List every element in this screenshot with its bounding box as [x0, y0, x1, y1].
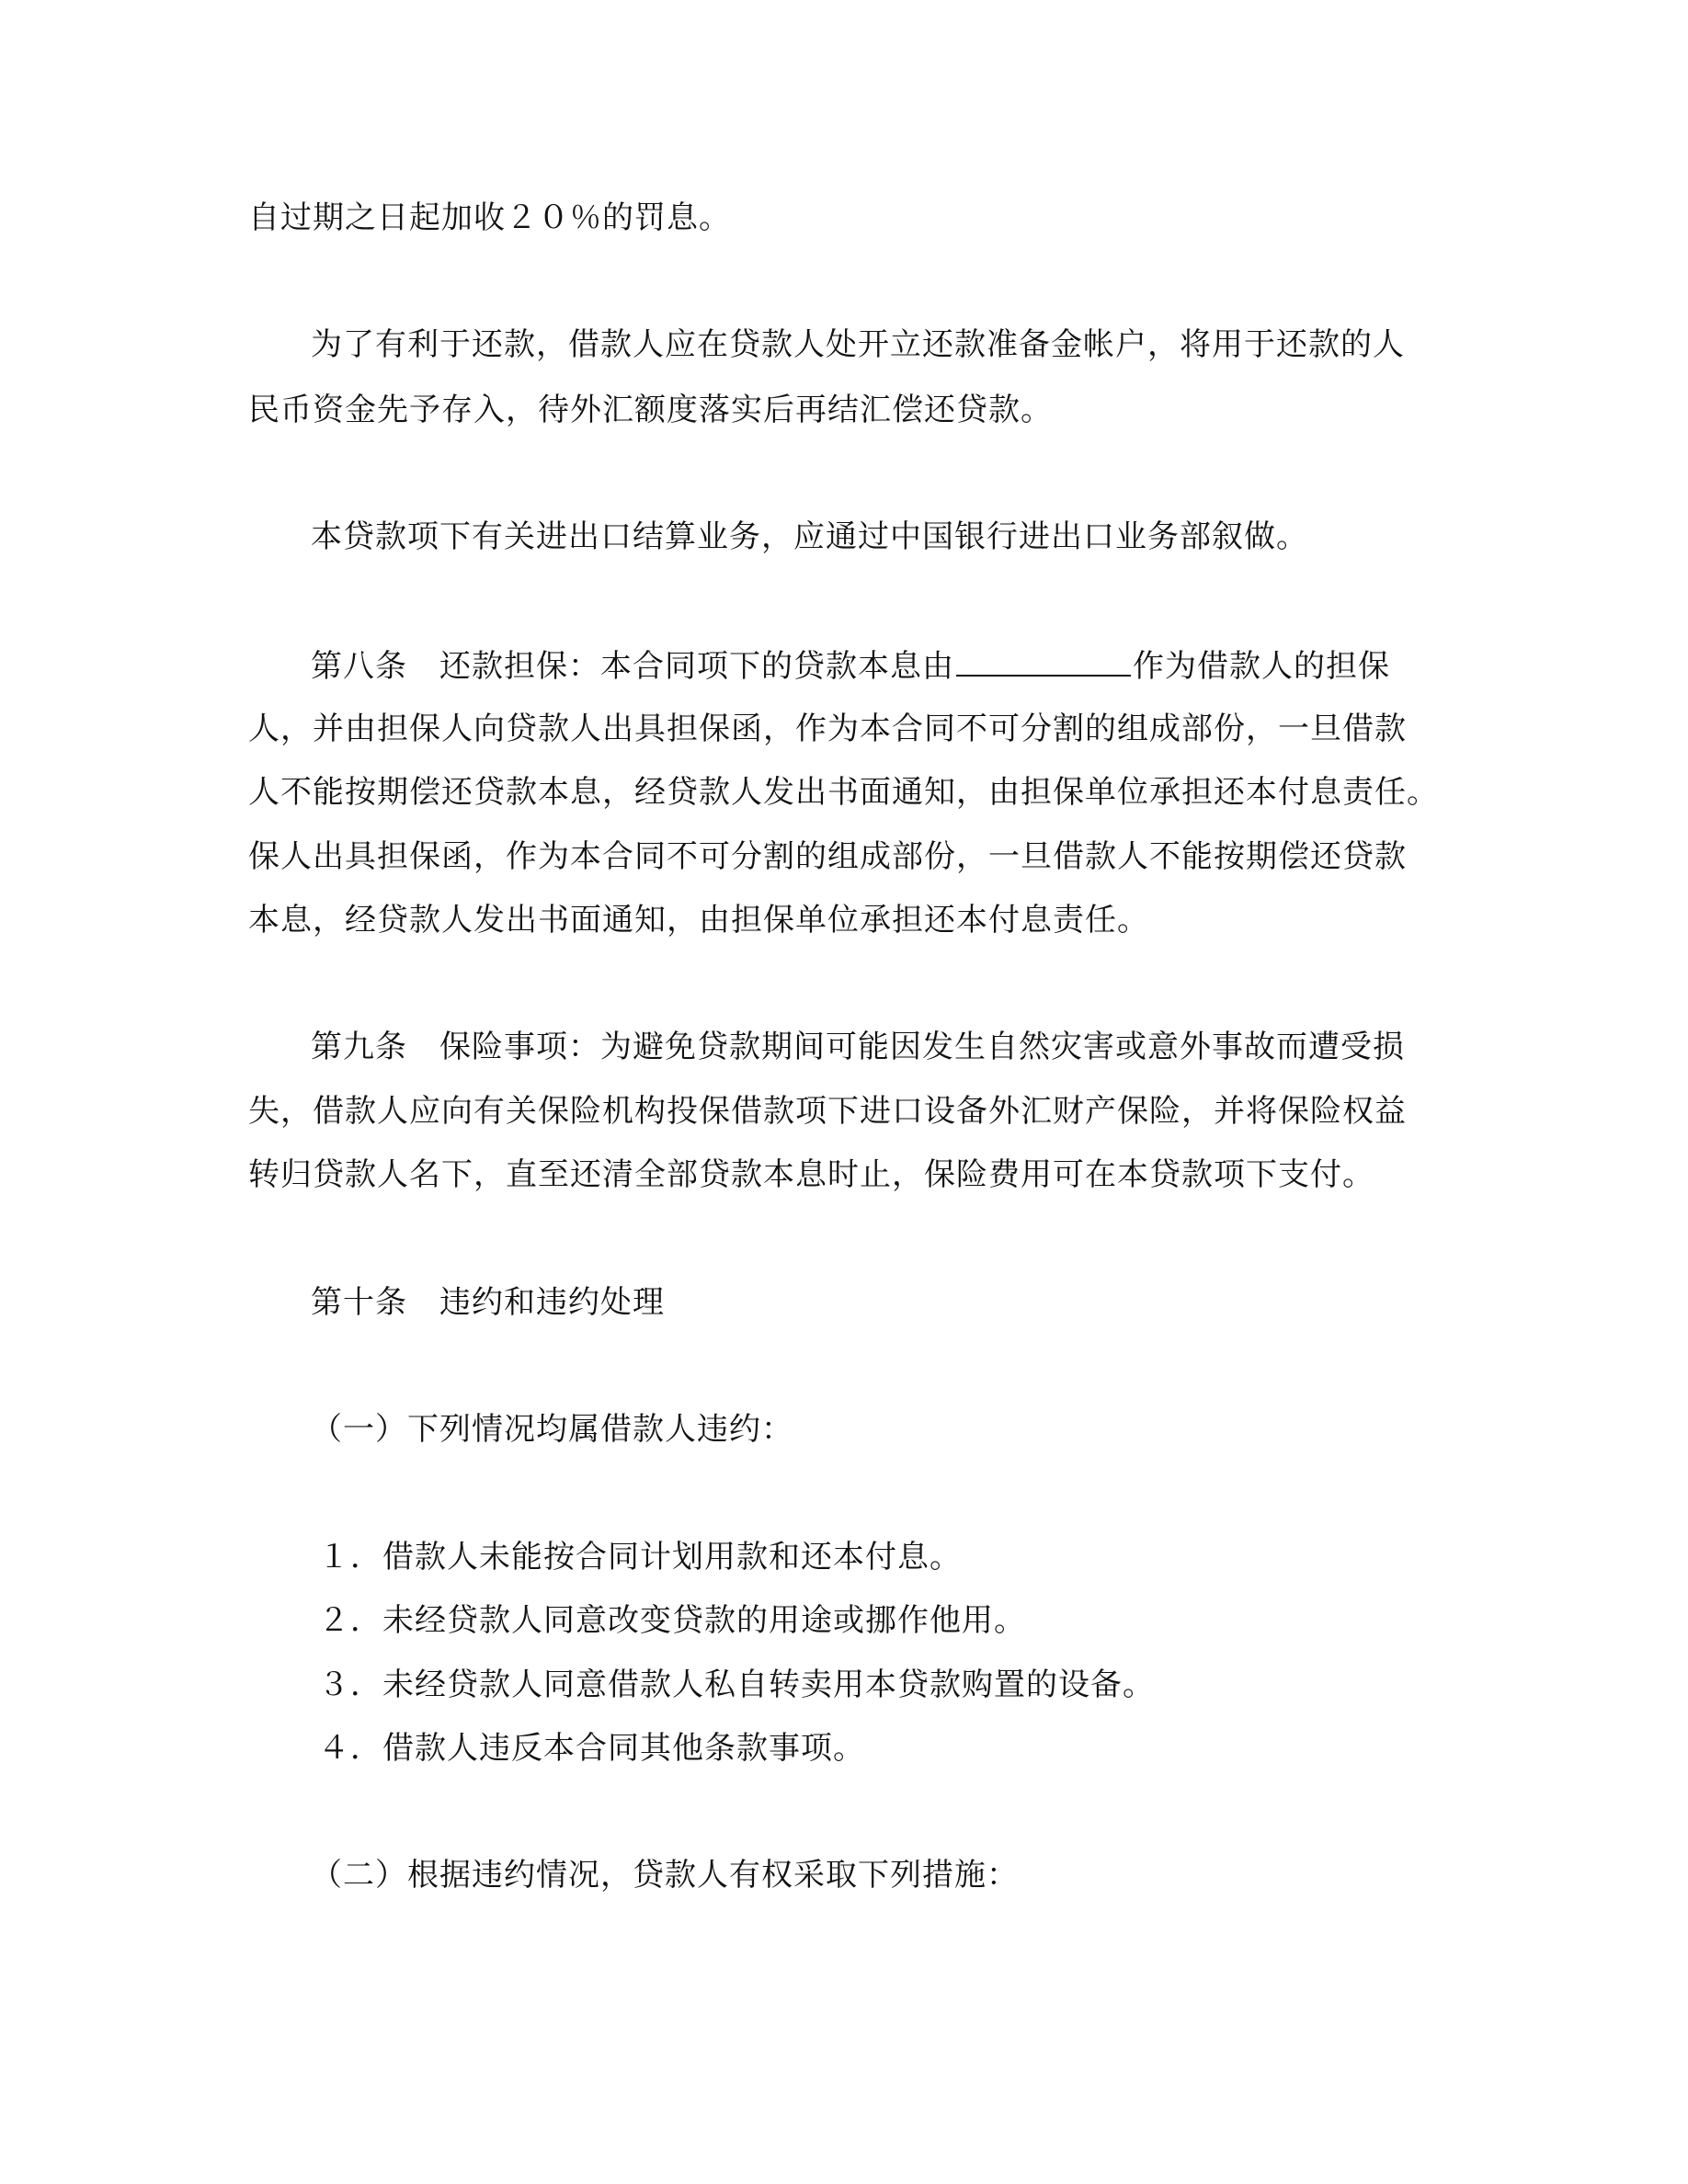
article-9-line-3: 转归贷款人名下，直至还清全部贷款本息时止，保险费用可在本贷款项下支付。	[248, 1156, 1374, 1193]
text-line: 保人出具担保函，作为本合同不可分割的组成部份，一旦借款人不能按期偿还贷款	[248, 838, 1407, 875]
list-item: ２．未经贷款人同意改变贷款的用途或挪作他用。	[318, 1602, 1026, 1639]
article-8-lead-text: 第八条 还款担保：本合同项下的贷款本息由	[311, 648, 954, 685]
paragraph-repayment-account-line-1: 为了有利于还款，借款人应在贷款人处开立还款准备金帐户，将用于还款的人	[311, 326, 1405, 363]
article-8-first-line	[311, 643, 1390, 688]
list-item: ４．借款人违反本合同其他条款事项。	[318, 1730, 865, 1767]
text-line: 人，并由担保人向贷款人出具担保函，作为本合同不可分割的组成部份，一旦借款	[248, 711, 1407, 747]
article-10-heading: 第十条 违约和违约处理	[311, 1284, 665, 1321]
list-item: ３．未经贷款人同意借款人私自转卖用本贷款购置的设备。	[318, 1666, 1155, 1703]
text-line: 自过期之日起加收２０％的罚息。	[248, 199, 731, 236]
list-item: １．借款人未能按合同计划用款和还本付息。	[318, 1539, 962, 1575]
paragraph-repayment-account-line-2: 民币资金先予存入，待外汇额度落实后再结汇偿还贷款。	[248, 392, 1053, 428]
article-9-line-2: 失，借款人应向有关保险机构投保借款项下进口设备外汇财产保险，并将保险权益	[248, 1093, 1407, 1130]
section-1-heading: （一）下列情况均属借款人违约：	[311, 1411, 793, 1448]
text-line: 本息，经贷款人发出书面通知，由担保单位承担还本付息责任。	[248, 902, 1149, 938]
text-line: 人不能按期偿还贷款本息，经贷款人发出书面通知，由担保单位承担还本付息责任。	[248, 774, 1439, 811]
guarantor-blank	[956, 643, 1131, 677]
section-2-heading: （二）根据违约情况，贷款人有权采取下列措施：	[311, 1857, 1019, 1894]
paragraph-settlement: 本贷款项下有关进出口结算业务，应通过中国银行进出口业务部叙做。	[311, 518, 1308, 555]
article-8-trail-text: 作为借款人的担保	[1133, 648, 1390, 685]
article-9-line-1: 第九条 保险事项：为避免贷款期间可能因发生自然灾害或意外事故而遭受损	[311, 1029, 1405, 1065]
